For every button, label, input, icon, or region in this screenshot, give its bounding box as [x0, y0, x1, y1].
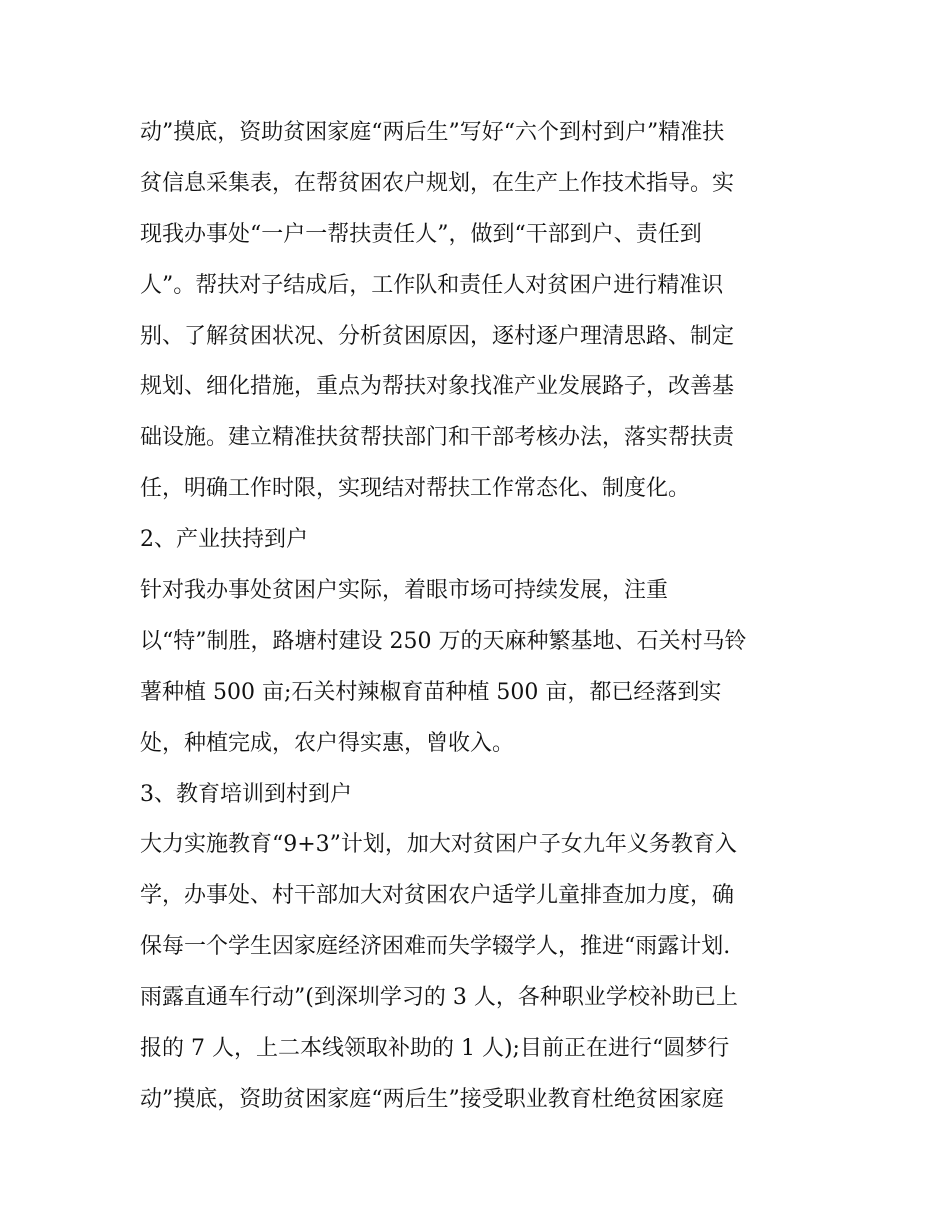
section-heading-industry-support: 2、产业扶持到户: [140, 527, 308, 553]
text-line: 现我办事处“一户一帮扶责任人”，做到“干部到户、责任到: [140, 221, 702, 247]
text-line: 处，种植完成，农户得实惠，曾收入。: [140, 730, 515, 756]
text-line: 以“特”制胜，路塘村建设 250 万的天麻种繁基地、石关村马铃: [140, 628, 747, 654]
text-line: 薯种植 500 亩;石关村辣椒育苗种植 500 亩，都已经落到实: [140, 679, 722, 705]
text-line: 学，办事处、村干部加大对贫困农户适学儿童排查加力度，确: [140, 883, 735, 909]
text-line: 大力实施教育“9+3”计划，加大对贫困户子女九年义务教育入: [140, 832, 737, 858]
text-line: 础设施。建立精准扶贫帮扶部门和干部考核办法，落实帮扶责: [140, 425, 735, 451]
text-line: 规划、细化措施，重点为帮扶对象找准产业发展路子，改善基: [140, 374, 735, 400]
text-line: 雨露直通车行动”(到深圳学习的 3 人，各种职业学校补助已上: [140, 985, 738, 1011]
text-line: 保每一个学生因家庭经济困难而失学辍学人，推进“雨露计划.: [140, 934, 731, 960]
text-line: 人”。帮扶对子结成后，工作队和责任人对贫困户进行精准识: [140, 272, 724, 298]
section-heading-education-training: 3、教育培训到村到户: [140, 781, 352, 807]
text-line: 报的 7 人，上二本线领取补助的 1 人);目前正在进行“圆梦行: [140, 1036, 730, 1062]
text-line: 任，明确工作时限，实现结对帮扶工作常态化、制度化。: [140, 476, 691, 502]
text-line: 动”摸底，资助贫困家庭“两后生”接受职业教育杜绝贫困家庭: [140, 1086, 724, 1112]
document-body: [140, 108, 830, 1126]
text-line: 别、了解贫困状况、分析贫困原因，逐村逐户理清思路、制定: [140, 323, 735, 349]
text-line: 贫信息采集表，在帮贫困农户规划，在生产上作技术指导。实: [140, 170, 735, 196]
text-line: 动”摸底，资助贫困家庭“两后生”写好“六个到村到户”精准扶: [140, 120, 725, 145]
text-line: 针对我办事处贫困户实际，着眼市场可持续发展，注重: [140, 578, 669, 604]
